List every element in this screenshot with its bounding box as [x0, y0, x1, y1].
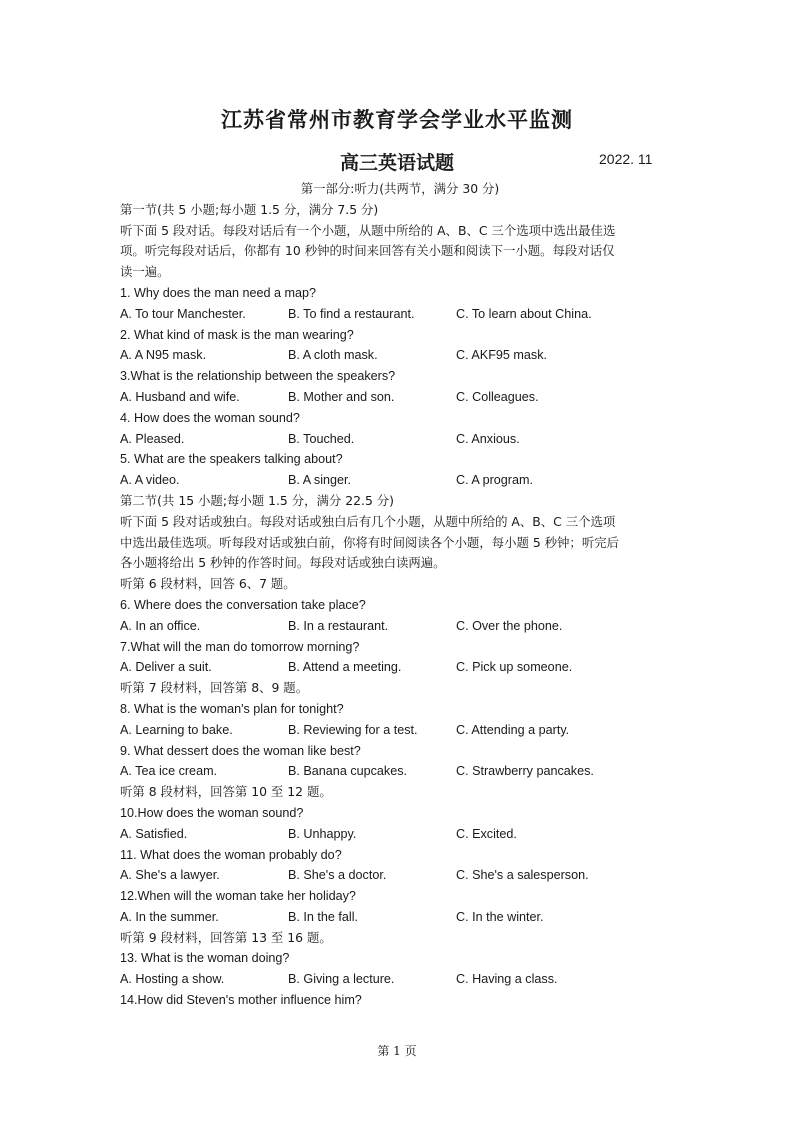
options-13: [120, 969, 680, 990]
question-14: 14.How did Steven's mother influence him?: [120, 993, 362, 1008]
question-2: 2. What kind of mask is the man wearing?: [120, 327, 354, 342]
section1-instruction: 项。听完每段对话后，你都有 10 秒钟的时间来回答有关小题和阅读下一小题。每段对话仅: [120, 243, 615, 259]
option-c: C. Excited.: [456, 826, 517, 841]
option-c: C. Over the phone.: [456, 618, 563, 633]
option-a: A. A N95 mask.: [120, 348, 207, 363]
question-12: 12.When will the woman take her holiday?: [120, 889, 356, 904]
option-c: C. Pick up someone.: [456, 660, 573, 675]
question-7: 7.What will the man do tomorrow morning?: [120, 639, 360, 654]
option-b: B. She's a doctor.: [288, 868, 387, 883]
options-10: [120, 824, 680, 845]
options-3: [120, 387, 680, 408]
option-a: A. She's a lawyer.: [120, 868, 220, 883]
option-a: A. Husband and wife.: [120, 389, 240, 404]
option-c: C. She's a salesperson.: [456, 868, 589, 883]
options-11: [120, 865, 680, 886]
option-c: C. Strawberry pancakes.: [456, 764, 594, 779]
material-8-heading: 听第 8 段材料，回答第 10 至 12 题。: [120, 784, 332, 800]
options-12: [120, 907, 680, 928]
options-7: [120, 657, 680, 678]
exam-title: 江苏省常州市教育学会学业水平监测: [221, 108, 573, 132]
question-8: 8. What is the woman's plan for tonight?: [120, 701, 344, 716]
option-b: B. Reviewing for a test.: [288, 722, 418, 737]
option-c: C. In the winter.: [456, 909, 544, 924]
option-a: A. Pleased.: [120, 431, 185, 446]
option-a: A. Tea ice cream.: [120, 764, 218, 779]
option-c: C. Attending a party.: [456, 722, 570, 737]
option-c: C. Anxious.: [456, 431, 520, 446]
option-b: B. A cloth mask.: [288, 348, 378, 363]
option-b: B. To find a restaurant.: [288, 306, 415, 321]
question-3: 3.What is the relationship between the speakers?: [120, 369, 396, 384]
option-b: B. Mother and son.: [288, 389, 395, 404]
option-b: B. Unhappy.: [288, 826, 357, 841]
option-b: B. Attend a meeting.: [288, 660, 402, 675]
option-c: C. Having a class.: [456, 972, 558, 987]
question-13: 13. What is the woman doing?: [120, 951, 290, 966]
section2-heading: 第二节(共 15 小题;每小题 1.5 分，满分 22.5 分): [120, 492, 395, 508]
question-9: 9. What dessert does the woman like best?: [120, 743, 361, 758]
option-a: A. In the summer.: [120, 909, 219, 924]
option-c: C. A program.: [456, 473, 533, 488]
options-9: [120, 761, 680, 782]
option-a: A. To tour Manchester.: [120, 306, 246, 321]
question-11: 11. What does the woman probably do?: [120, 847, 342, 862]
option-b: B. In the fall.: [288, 909, 359, 924]
section1-heading: 第一节(共 5 小题;每小题 1.5 分，满分 7.5 分): [120, 201, 379, 217]
section2-instruction: 中选出最佳选项。听每段对话或独白前，你将有时间阅读各个小题，每小题 5 秒钟；听完后: [120, 534, 619, 550]
option-a: A. Hosting a show.: [120, 972, 225, 987]
question-10: 10.How does the woman sound?: [120, 805, 304, 820]
option-c: C. To learn about China.: [456, 306, 592, 321]
page-number: 第 1 页: [377, 1044, 417, 1058]
section2-instruction: 各小题将给出 5 秒钟的作答时间。每段对话或独白读两遍。: [120, 555, 446, 571]
exam-subtitle: 高三英语试题: [339, 152, 454, 174]
question-5: 5. What are the speakers talking about?: [120, 452, 343, 467]
option-a: A. A video.: [120, 473, 180, 488]
options-4: [120, 429, 680, 450]
options-8: [120, 720, 680, 741]
material-7-heading: 听第 7 段材料，回答第 8、9 题。: [120, 680, 309, 696]
option-b: B. Giving a lecture.: [288, 972, 395, 987]
section2-instruction: 听下面 5 段对话或独白。每段对话或独白后有几个小题，从题中所给的 A、B、C 三个选项: [120, 513, 616, 529]
question-6: 6. Where does the conversation take place?: [120, 597, 366, 612]
option-b: B. A singer.: [288, 473, 352, 488]
option-a: A. Deliver a suit.: [120, 660, 212, 675]
question-1: 1. Why does the man need a map?: [120, 285, 317, 300]
question-4: 4. How does the woman sound?: [120, 410, 300, 425]
option-c: C. Colleagues.: [456, 389, 539, 404]
exam-content: [120, 179, 680, 1011]
options-1: [120, 304, 680, 325]
options-2: [120, 345, 680, 366]
option-b: B. Banana cupcakes.: [288, 764, 408, 779]
section1-instruction: 读一遍。: [120, 264, 170, 280]
material-9-heading: 听第 9 段材料，回答第 13 至 16 题。: [120, 929, 332, 945]
section1-instruction: 听下面 5 段对话。每段对话后有一个小题，从题中所给的 A、B、C 三个选项中选出最佳选: [120, 222, 616, 238]
options-5: [120, 470, 680, 491]
option-b: B. In a restaurant.: [288, 618, 389, 633]
exam-date: 2022. 11: [599, 151, 653, 167]
material-6-heading: 听第 6 段材料，回答 6、7 题。: [120, 576, 296, 592]
option-a: A. In an office.: [120, 618, 201, 633]
option-b: B. Touched.: [288, 431, 355, 446]
options-6: [120, 616, 680, 637]
option-a: A. Satisfied.: [120, 826, 188, 841]
option-a: A. Learning to bake.: [120, 722, 233, 737]
part-heading: 第一部分:听力(共两节，满分 30 分): [300, 181, 500, 196]
option-c: C. AKF95 mask.: [456, 348, 547, 363]
